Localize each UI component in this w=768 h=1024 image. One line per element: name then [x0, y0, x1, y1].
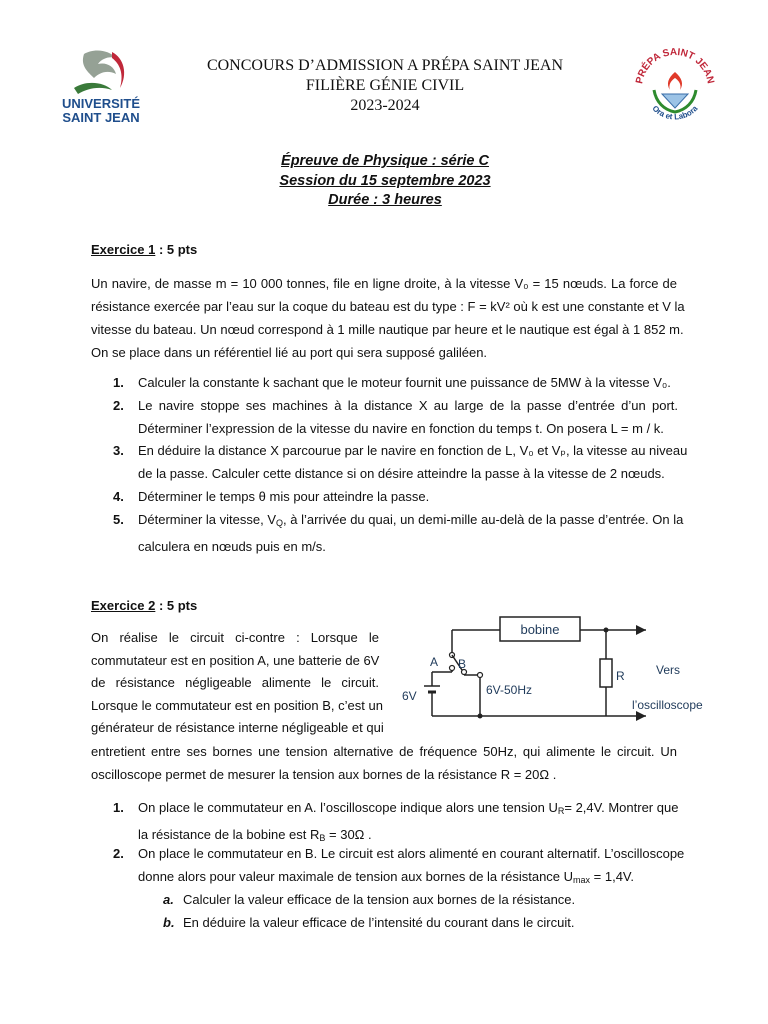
question-number: 1. [113, 375, 124, 390]
question-text: Le navire stoppe ses machines à la distance X au large de la passe d’entrée d’un port. [138, 398, 678, 413]
paragraph-line: On réalise le circuit ci-contre : Lorsque le [91, 630, 379, 645]
exercise-2-intro-full [91, 740, 677, 786]
resistor-label: R [616, 669, 625, 683]
exercise-1-label: Exercice 1 [91, 242, 156, 257]
exam-session: Session du 15 septembre 2023 [279, 173, 491, 189]
question-number: 4. [113, 489, 124, 504]
subquestion-text: En déduire la valeur efficace de l’intensité du courant dans le circuit. [183, 915, 575, 930]
exercise-2-intro-left [91, 627, 384, 740]
exercise-1-points: : 5 pts [155, 242, 198, 257]
question-text: En déduire la distance X parcourue par le navire en fonction de L, V₀ et Vₚ, la vitesse au niveau [138, 443, 688, 458]
subquestion-b [163, 911, 574, 934]
coil-label: bobine [520, 622, 560, 637]
output-label-2: l’oscilloscope [632, 698, 703, 712]
subquestion-text: Calculer la valeur efficace de la tension aux bornes de la résistance. [183, 892, 576, 907]
resistor [600, 659, 612, 687]
output-label-1: Vers [656, 663, 681, 677]
header-line-1: CONCOURS D’ADMISSION A PRÉPA SAINT JEAN [206, 57, 564, 74]
question-text: On place le commutateur en B. Le circuit est alors alimenté en courant alternatif. L’oscilloscope [138, 846, 685, 861]
question-number: 2. [113, 398, 124, 413]
subquestion-a [163, 888, 575, 911]
question-number: 2. [113, 846, 124, 861]
paragraph-line: de résistance négligeable alimente le circuit. [91, 675, 379, 690]
exercise-2-heading [91, 598, 197, 613]
subquestion-letter: a. [163, 892, 174, 907]
paragraph-line: oscilloscope permet de mesurer la tension aux bornes de la résistance R = 20Ω . [91, 767, 557, 782]
svg-text:SAINT JEAN: SAINT JEAN [62, 110, 140, 125]
switch-b-label: B [458, 657, 467, 671]
header-line-3: 2023-2024 [350, 97, 420, 114]
paragraph-line: vitesse du bateau. Un nœud correspond à 1 mille nautique par heure et le nautique est égal à 1 852 m. [91, 322, 684, 337]
exercise-2-label: Exercice 2 [91, 598, 156, 613]
paragraph-line: commutateur est en position A, une batterie de 6V [91, 652, 380, 668]
question-text: calculera en nœuds puis en m/s. [138, 539, 326, 554]
paragraph-line: On se place dans un référentiel lié au port qui sera supposé galiléen. [91, 345, 488, 360]
svg-text:Ora et Labora: Ora et Labora [650, 103, 700, 122]
paragraph-line: Lorsque le commutateur est en position B, c’est un [91, 697, 383, 713]
svg-text:PRÉPA SAINT JEAN: PRÉPA SAINT JEAN [634, 46, 716, 85]
svg-text:UNIVERSITÉ: UNIVERSITÉ [61, 96, 141, 111]
circuit-diagram [396, 612, 726, 722]
exercise-1-intro [91, 272, 685, 364]
question-number: 5. [113, 512, 124, 527]
paragraph-line: générateur de résistance interne négligeable et qui [91, 720, 384, 735]
question-text: Déterminer l’expression de la vitesse du navire en fonction du temps t. On posera L = m / k. [138, 421, 664, 436]
exam-duration: Durée : 3 heures [328, 192, 442, 208]
exam-title: Épreuve de Physique : série C [281, 153, 489, 169]
question-number: 3. [113, 443, 124, 458]
switch-a-label: A [430, 655, 439, 669]
question-text: Déterminer le temps θ mis pour atteindre la passe. [138, 489, 430, 504]
universite-saint-jean-logo [54, 44, 148, 130]
exercise-1-heading [91, 242, 197, 257]
battery-label: 6V [402, 689, 417, 703]
paragraph-line: résistance exercée par l’eau sur la coque du bateau est du type : F = kV² où k est une constante et V la [91, 299, 685, 314]
question-number: 1. [113, 800, 124, 815]
question-text: Calculer la constante k sachant que le moteur fournit une puissance de 5MW à la vitesse V₀. [138, 375, 671, 390]
question-text: donne alors pour valeur maximale de tension aux bornes de la résistance $U_{max} = 1,4V$. [138, 869, 635, 885]
question-text: Déterminer la vitesse, $V_Q$, à l’arrivée du quai, un demi-mille au-delà de la passe d’entrée. On la [138, 512, 684, 528]
paragraph-line: Un navire, de masse m = 10 000 tonnes, file en ligne droite, à la vitesse V₀ = 15 nœuds. La force de [91, 276, 677, 291]
question-text: de la passe. Calculer cette distance si on désire atteindre la passe à la vitesse de 2 nœuds. [138, 466, 665, 481]
exercise-2-points: : 5 pts [155, 598, 198, 613]
paragraph-line: entretient entre ses bornes une tension alternative de fréquence 50Hz, qui alimente le circuit. Un [91, 744, 677, 759]
subquestion-letter: b. [163, 915, 175, 930]
prepa-saint-jean-logo [632, 44, 718, 128]
question-text: On place le commutateur en A. l’oscilloscope indique alors une tension $U_R= 2,4V$. Montrer que [138, 800, 679, 816]
generator-label: 6V-50Hz [486, 683, 533, 697]
header-line-2: FILIÈRE GÉNIE CIVIL [305, 77, 465, 94]
question-text: la résistance de la bobine est $R_B = 30\Omega$ . [138, 827, 372, 843]
